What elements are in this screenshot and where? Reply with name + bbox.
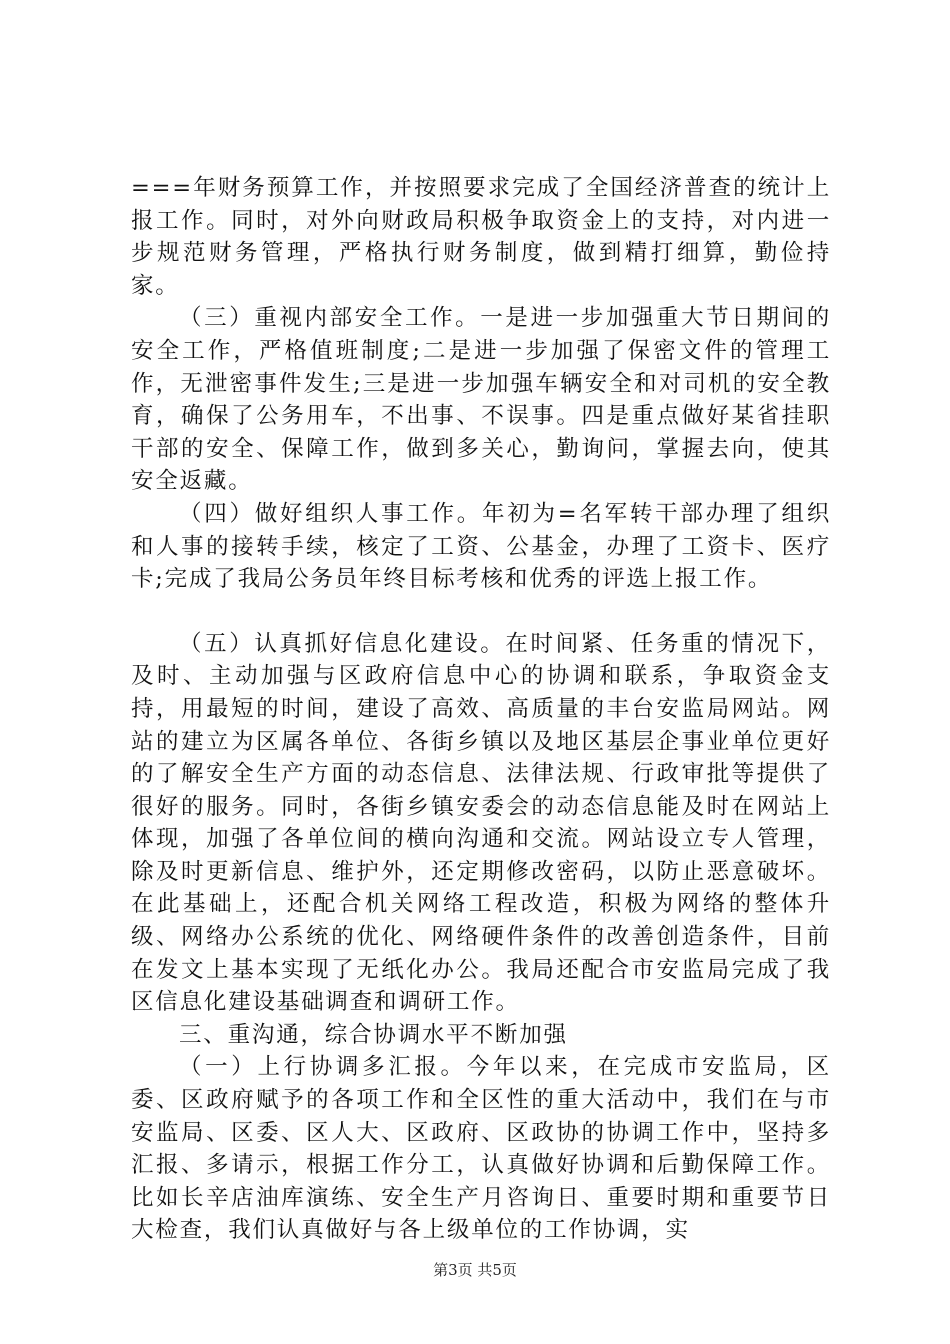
- document-body: [131, 172, 831, 1247]
- section-heading-communication: 三、重沟通，综合协调水平不断加强: [179, 1021, 568, 1048]
- paragraph-upward-coordination: （一）上行协调多汇报。今年以来，在完成市安监局，区委、区政府赋予的各项工作和全区性的重大活动中，我们在与市安监局、区委、区人大、区政府、区政协的协调工作中，坚持多汇报、多请示，根据工作分工，认真做好协调和后勤保障工作。比如长辛店油库演练、安全生产月咨询日、重要时期和重要节日大检查，我们认真做好与各上级单位的工作协调，实: [131, 1054, 831, 1244]
- page-number-footer: 第3页 共5页: [433, 1261, 517, 1279]
- paragraph-internal-security: （三）重视内部安全工作。一是进一步加强重大节日期间的安全工作，严格值班制度;二是进一步加强了保密文件的管理工作，无泄密事件发生;三是进一步加强车辆安全和对司机的安全教育，确保了公务用车，不出事、不误事。四是重点做好某省挂职干部的安全、保障工作，做到多关心，勤询问，掌握去向，使其安全返藏。: [131, 305, 831, 495]
- paragraph-informatization: （五）认真抓好信息化建设。在时间紧、任务重的情况下，及时、主动加强与区政府信息中心的协调和联系，争取资金支持，用最短的时间，建设了高效、高质量的丰台安监局网站。网站的建立为区属各单位、各街乡镇以及地区基层企事业单位更好的了解安全生产方面的动态信息、法律法规、行政审批等提供了很好的服务。同时，各街乡镇安委会的动态信息能及时在网站上体现，加强了各单位间的横向沟通和交流。网站设立专人管理，除及时更新信息、维护外，还定期修改密码，以防止恶意破坏。在此基础上，还配合机关网络工程改造，积极为网络的整体升级、网络办公系统的优化、网络硬件条件的改善创造条件，目前在发文上基本实现了无纸化办公。我局还配合市安监局完成了我区信息化建设基础调查和调研工作。: [131, 630, 831, 1016]
- paragraph-personnel-work: （四）做好组织人事工作。年初为=名军转干部办理了组织和人事的接转手续，核定了工资、公基金，办理了工资卡、医疗卡;完成了我局公务员年终目标考核和优秀的评选上报工作。: [131, 500, 831, 593]
- paragraph-budget-continuation: ===年财务预算工作，并按照要求完成了全国经济普查的统计上报工作。同时，对外向财政局积极争取资金上的支持，对内进一步规范财务管理，严格执行财务制度，做到精打细算，勤俭持家。: [131, 175, 831, 299]
